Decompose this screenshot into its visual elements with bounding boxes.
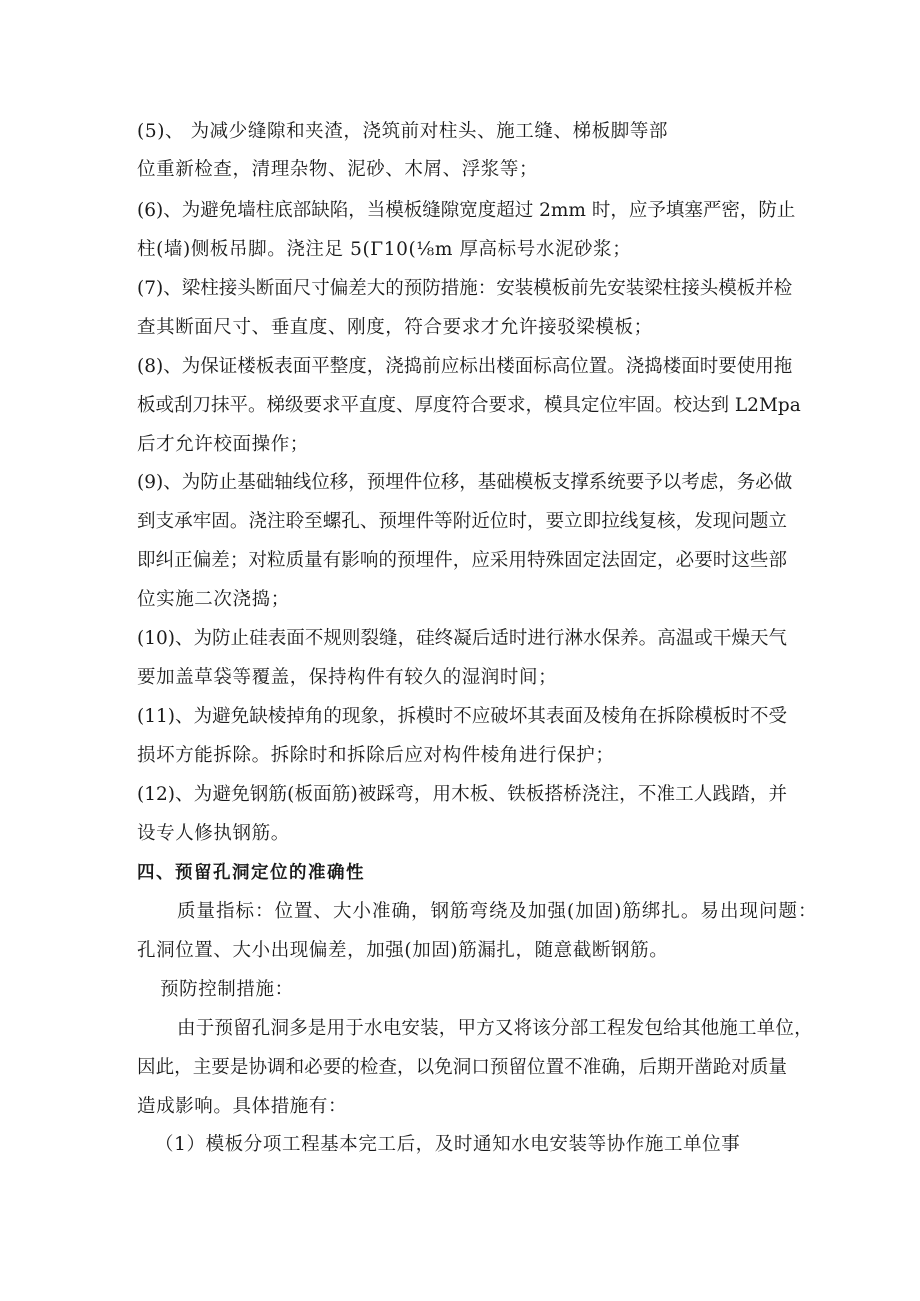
paragraph-line: 预防控制措施： bbox=[160, 979, 294, 1000]
section-heading: 四、预留孔洞定位的准确性 bbox=[137, 863, 365, 883]
paragraph-line: 质量指标：位置、大小准确，钢筋弯绕及加强(加固)筋绑扎。易出现问题： bbox=[177, 901, 818, 922]
paragraph-line: (5)、 为减少缝隙和夹渣，浇筑前对柱头、施工缝、梯板脚等部 bbox=[137, 121, 669, 142]
paragraph-line: 柱(墙)侧板吊脚。浇注足 5(Γ10(⅛m 厚高标号水泥砂浆； bbox=[137, 239, 632, 260]
paragraph-line: 孔洞位置、大小出现偏差，加强(加固)筋漏扎，随意截断钢筋。 bbox=[137, 940, 669, 961]
paragraph-line: 因此，主要是协调和必要的检查，以免洞口预留位置不准确，后期开凿跄对质量 bbox=[137, 1057, 787, 1078]
paragraph-line: (7)、梁柱接头断面尺寸偏差大的预防措施：安装模板前先安装梁柱接头模板并检 bbox=[137, 278, 793, 299]
paragraph-line: (10)、为防止硅表面不规则裂缝，硅终凝后适时进行淋水保养。高温或干燥天气 bbox=[137, 628, 787, 649]
paragraph-line: 查其断面尺寸、垂直度、刚度，符合要求才允许接驳梁模板； bbox=[137, 317, 653, 338]
paragraph-line: 即纠正偏差；对粒质量有影响的预埋件，应采用特殊固定法固定，必要时这些部 bbox=[137, 550, 787, 571]
paragraph-line: (11)、为避免缺棱掉角的现象，拆模时不应破坏其表面及棱角在拆除模板时不受 bbox=[137, 706, 787, 727]
paragraph-line: 位重新检查，清理杂物、泥砂、木屑、浮浆等； bbox=[137, 159, 539, 180]
paragraph-line: 板或刮刀抹平。梯级要求平直度、厚度符合要求，模具定位牢固。校达到 L2Mpa bbox=[137, 395, 801, 416]
paragraph-line: 造成影响。具体措施有： bbox=[137, 1096, 348, 1117]
paragraph-line: 由于预留孔洞多是用于水电安装，甲方又将该分部工程发包给其他施工单位， bbox=[177, 1018, 813, 1039]
paragraph-line: 后才允许校面操作； bbox=[137, 434, 309, 455]
paragraph-line: 到支承牢固。浇注聆至螺孔、预埋件等附近位时，要立即拉线复核，发现问题立 bbox=[137, 511, 787, 532]
paragraph-line: 设专人修执钢筋。 bbox=[137, 823, 290, 844]
paragraph-line: 损坏方能拆除。拆除时和拆除后应对构件棱角进行保护； bbox=[137, 745, 615, 766]
paragraph-line: 位实施二次浇捣； bbox=[137, 589, 290, 610]
paragraph-line: (8)、为保证楼板表面平整度，浇捣前应标出楼面标高位置。浇捣楼面时要使用拖 bbox=[137, 356, 793, 377]
paragraph-line: (12)、为避免钢筋(板面筋)被踩弯，用木板、铁板搭桥浇注，不准工人践踏，并 bbox=[137, 784, 787, 805]
paragraph-line: （1）模板分项工程基本完工后，及时通知水电安装等协作施工单位事 bbox=[155, 1134, 741, 1155]
paragraph-line: (9)、为防止基础轴线位移，预埋件位移，基础模板支撑系统要予以考虑，务必做 bbox=[137, 472, 793, 493]
paragraph-line: 要加盖草袋等覆盖，保持构件有较久的湿润时间； bbox=[137, 667, 558, 688]
paragraph-line: (6)、为避免墙柱底部缺陷，当模板缝隙宽度超过 2mm 时，应予填塞严密，防止 bbox=[137, 200, 796, 221]
